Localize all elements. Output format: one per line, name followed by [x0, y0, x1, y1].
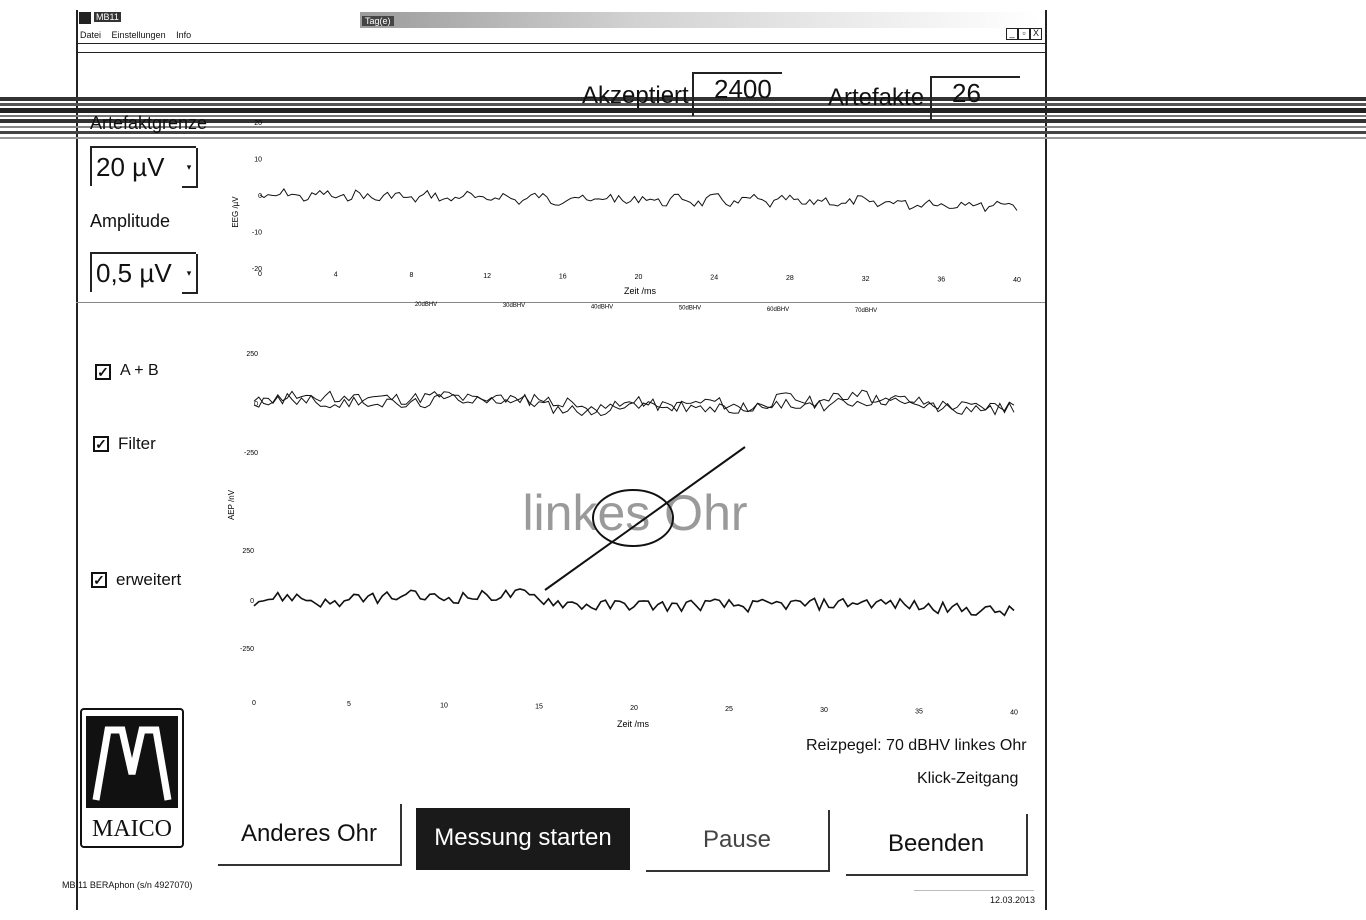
eeg-y-tick: 20	[254, 120, 262, 127]
eeg-y-tick: 0	[258, 193, 262, 200]
pause-button[interactable]: Pause	[646, 810, 830, 872]
eeg-xlabel: Zeit /ms	[623, 286, 657, 296]
artifact-limit-value: 20 µV	[96, 152, 165, 182]
close-button[interactable]: X	[1030, 28, 1042, 40]
aep-chart	[220, 335, 1040, 735]
eeg-x-tick: 28	[786, 275, 794, 283]
toolbar-divider	[76, 52, 1045, 53]
eeg-x-tick: 4	[333, 271, 338, 279]
chevron-down-icon: ▾	[182, 148, 198, 188]
maximize-button[interactable]: ▫	[1018, 28, 1030, 40]
aep-x-tick: 40	[1010, 709, 1018, 717]
aep-y-tick: 250	[242, 548, 254, 555]
checkbox-a-plus-b[interactable]: ✓	[95, 364, 111, 380]
artifacts-value: 26	[930, 76, 1020, 120]
eeg-x-tick: 32	[861, 275, 870, 283]
eeg-x-tick: 8	[409, 272, 414, 280]
aep-xlabel: Zeit /ms	[616, 719, 650, 729]
level-label: 70dBHV	[854, 308, 878, 314]
logo-text: MAICO	[91, 816, 172, 842]
app-title: MB11	[96, 12, 119, 22]
checkbox-filter-label: Filter	[118, 434, 156, 453]
eeg-chart	[220, 112, 1040, 317]
menu-divider	[76, 43, 1045, 44]
aep-trace-1	[254, 391, 1014, 415]
eeg-x-tick: 16	[558, 273, 567, 281]
aep-y-tick: 0	[254, 401, 258, 408]
stimulus-mode: Klick-Zeitgang	[917, 770, 1019, 787]
aep-x-tick: 0	[252, 700, 256, 707]
aep-y-tick: 0	[250, 598, 254, 605]
eeg-x-tick: 20	[634, 274, 643, 281]
eeg-y-tick: 10	[254, 156, 262, 164]
aep-trace-3	[254, 589, 1014, 615]
artifact-limit-label: Artefaktgrenze	[90, 113, 208, 133]
menu-file[interactable]: Datei	[80, 30, 102, 40]
aep-trace-2	[254, 390, 1014, 415]
accepted-label: Akzeptiert	[582, 82, 689, 109]
device-info: MB 11 BERAphon (s/n 4927070)	[62, 880, 193, 890]
menu-info[interactable]: Info	[176, 30, 192, 40]
aep-x-tick: 35	[915, 708, 923, 716]
title-bar-gradient	[360, 12, 1040, 28]
chevron-down-icon: ▾	[182, 254, 198, 294]
level-label: 50dBHV	[678, 305, 702, 312]
other-ear-button[interactable]: Anderes Ohr	[218, 804, 402, 866]
amplitude-label: Amplitude	[90, 211, 171, 231]
checkbox-a-plus-b-label: A + B	[120, 362, 159, 379]
artifact-limit-select[interactable]	[90, 146, 196, 186]
eeg-ylabel: EEG /µV	[231, 196, 240, 228]
stimulus-level: Reizpegel: 70 dBHV linkes Ohr	[806, 737, 1027, 754]
aep-ylabel: AEP /nV	[227, 489, 236, 521]
quit-button[interactable]: Beenden	[846, 814, 1028, 876]
menu-settings[interactable]: Einstellungen	[111, 30, 166, 40]
ear-watermark: linkes Ohr	[522, 485, 748, 541]
aep-y-tick: -250	[243, 450, 258, 457]
aep-x-tick: 25	[725, 706, 733, 713]
app-icon	[79, 12, 91, 24]
eeg-y-tick: -20	[251, 266, 262, 273]
level-label: 20dBHV	[414, 302, 438, 308]
aep-x-tick: 15	[535, 703, 543, 711]
aep-y-tick: 250	[246, 351, 258, 358]
document-title: Tag(e)	[362, 16, 394, 26]
minimize-button[interactable]: _	[1006, 28, 1018, 40]
checkbox-extended-label: erweitert	[116, 570, 182, 589]
aep-x-tick: 10	[440, 702, 448, 710]
eeg-x-tick: 36	[937, 276, 946, 284]
eeg-x-tick: 40	[1013, 277, 1021, 284]
eeg-y-tick: -10	[251, 229, 262, 237]
accepted-value: 2400	[692, 72, 782, 116]
date-label: 12.03.2013	[990, 895, 1036, 905]
aep-x-tick: 20	[630, 704, 638, 712]
level-label: 30dBHV	[502, 303, 526, 310]
eeg-x-tick: 12	[483, 272, 491, 280]
maico-logo	[80, 708, 184, 848]
aep-x-tick: 5	[347, 701, 351, 709]
menu-bar	[80, 30, 199, 40]
level-label: 40dBHV	[590, 304, 614, 311]
aep-y-tick: -250	[239, 646, 254, 653]
amplitude-value: 0,5 µV	[96, 258, 172, 288]
eeg-x-tick: 24	[710, 274, 719, 282]
checkbox-extended[interactable]: ✓	[91, 572, 107, 588]
eeg-x-tick: 0	[258, 271, 262, 278]
level-label: 60dBHV	[766, 306, 790, 313]
artifacts-label: Artefakte	[828, 84, 925, 111]
aep-x-tick: 30	[820, 707, 828, 715]
amplitude-select[interactable]	[90, 252, 196, 292]
date-divider	[914, 890, 1034, 891]
maico-m-icon	[82, 712, 182, 812]
eeg-trace	[260, 189, 1017, 211]
checkbox-filter[interactable]: ✓	[93, 436, 109, 452]
start-measurement-button[interactable]: Messung starten	[416, 808, 630, 870]
